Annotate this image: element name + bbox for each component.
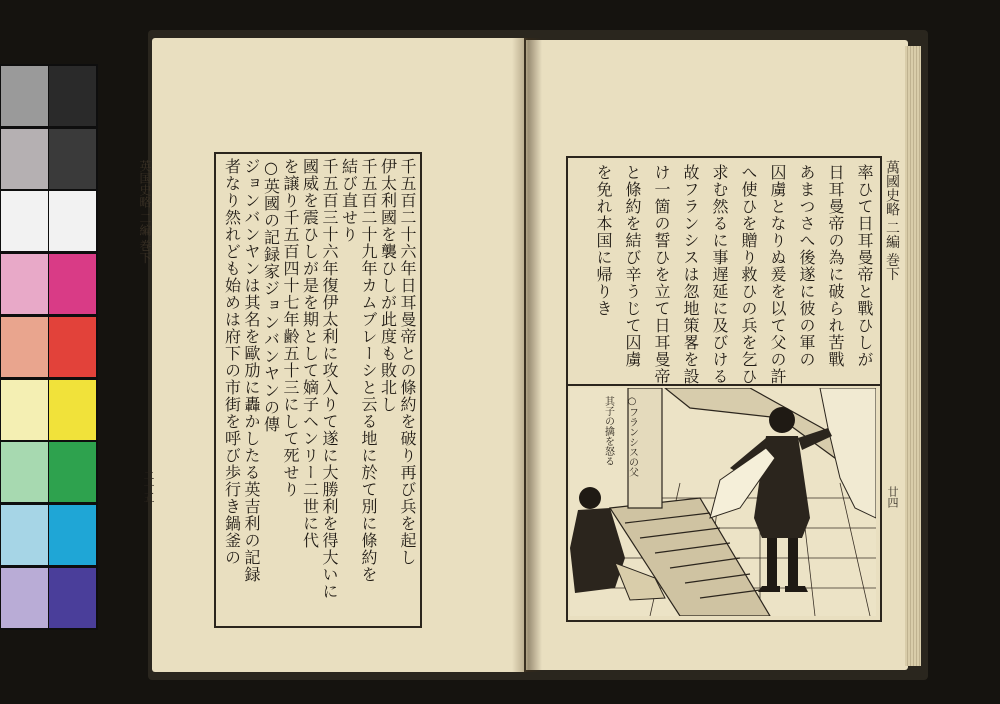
- text-column: 者なり然れども始めは府下の市街を呼び歩行き鍋釜の: [222, 158, 242, 566]
- text-column: 囚虜となりぬ爰を以て父の許: [768, 164, 787, 385]
- color-swatch: [49, 66, 96, 126]
- color-swatch: [49, 191, 96, 251]
- text-column: を譲り千五百四十七年齢五十三にして死せり: [281, 158, 300, 498]
- color-swatch: [1, 66, 48, 126]
- text-column: 率ひて日耳曼帝と戰ひしが: [855, 164, 874, 368]
- color-swatch: [1, 380, 48, 440]
- caption-1: ○フランシスの父: [626, 396, 638, 477]
- woodblock-illustration: [570, 388, 876, 616]
- caption-2: 其子の擒を怒る: [602, 396, 614, 466]
- color-swatch: [49, 129, 96, 189]
- left-edge-title: 英国史略 二編 巻下: [138, 160, 152, 264]
- text-column: 伊太利國を襲ひしが此度も敗北し: [378, 158, 398, 413]
- text-column: ○英國の記録家ジョンバンヤンの傳: [261, 158, 281, 433]
- color-swatch: [1, 442, 48, 502]
- color-swatch: [49, 568, 96, 628]
- color-swatch: [49, 254, 96, 314]
- color-swatch: [1, 317, 48, 377]
- text-column: へ使ひを贈り救ひの兵を乞ひ: [739, 164, 758, 385]
- left-page-number: 二十五: [142, 470, 155, 503]
- text-column: 千五百二十六年日耳曼帝との條約を破り再び兵を起し: [398, 158, 417, 566]
- color-swatch: [1, 129, 48, 189]
- text-column: あまつさへ後遂に彼の軍の: [797, 164, 816, 368]
- text-column: を免れ本国に帰りき: [594, 164, 613, 317]
- text-column: 結び直せり: [339, 158, 359, 243]
- color-swatch: [1, 568, 48, 628]
- color-swatch: [1, 191, 48, 251]
- color-calibration-strip: [0, 64, 98, 630]
- text-column: と條約を結び辛うじて囚虜: [623, 164, 642, 368]
- color-swatch: [49, 442, 96, 502]
- color-swatch: [1, 254, 48, 314]
- text-column: ジョンバンヤンは其名を歐劢に轟かしたる英吉利の記録: [242, 158, 261, 583]
- color-swatch: [49, 380, 96, 440]
- color-swatch: [49, 505, 96, 565]
- text-column: 故フランシスは忽地策畧を設: [681, 164, 700, 385]
- color-swatch: [49, 317, 96, 377]
- text-column: 千五百二十九年カムブレーシと云る地に於て別に條約を: [359, 158, 378, 583]
- text-column: け一箇の誓ひを立て日耳曼帝: [652, 164, 671, 385]
- color-swatch: [1, 505, 48, 565]
- right-side-title: 萬國史略 二編 巻下: [884, 160, 900, 281]
- text-column: 千五百三十六年復伊太利に攻入りて遂に大勝利を得大いに: [320, 158, 339, 600]
- text-column: 求む然るに事遅延に及びける: [710, 164, 729, 385]
- book-gutter: [512, 38, 542, 672]
- text-column: 日耳曼帝の為に破られ苦戰: [826, 164, 845, 368]
- text-column: 國威を震ひしが是を期として嫡子ヘンリー二世に代: [300, 158, 320, 549]
- right-page-number: 廿四: [886, 486, 899, 508]
- page-edges: [905, 46, 921, 666]
